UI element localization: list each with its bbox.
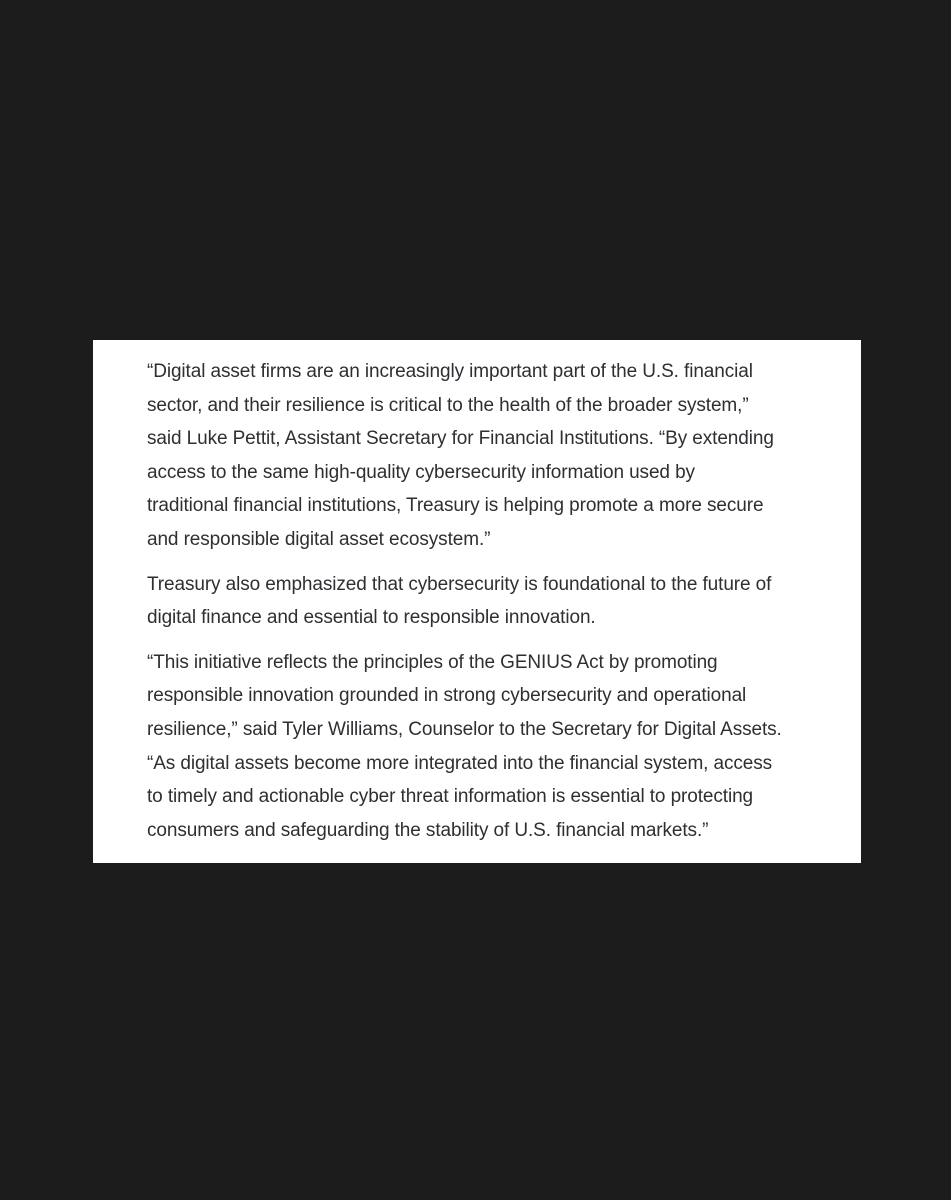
- text-line: sector, and their resilience is critical to the health of the broader system,”: [147, 394, 749, 416]
- paragraph-treasury-emphasis: [147, 568, 811, 635]
- text-line: digital finance and essential to responsible innovation.: [147, 607, 596, 629]
- text-line: said Luke Pettit, Assistant Secretary for Financial Institutions. “By extending: [147, 428, 774, 450]
- text-line: Treasury also emphasized that cybersecurity is foundational to the future of: [147, 573, 772, 595]
- text-line: traditional financial institutions, Treasury is helping promote a more secure: [147, 495, 764, 517]
- paragraph-quote-luke-pettit: [147, 355, 811, 557]
- text-line: to timely and actionable cyber threat information is essential to protecting: [147, 786, 754, 808]
- text-line: resilience,” said Tyler Williams, Counselor to the Secretary for Digital Assets.: [147, 718, 782, 740]
- text-line: and responsible digital asset ecosystem.”: [147, 528, 491, 550]
- text-line: access to the same high-quality cybersecurity information used by: [147, 461, 695, 483]
- text-line: “This initiative reflects the principles of the GENIUS Act by promoting: [147, 651, 718, 673]
- text-line: consumers and safeguarding the stability of U.S. financial markets.”: [147, 819, 709, 841]
- text-line: responsible innovation grounded in strong cybersecurity and operational: [147, 685, 747, 707]
- text-line: “Digital asset firms are an increasingly important part of the U.S. financial: [147, 361, 753, 382]
- text-line: “As digital assets become more integrated into the financial system, access: [147, 752, 773, 774]
- paragraph-quote-tyler-williams: [147, 646, 811, 848]
- article-excerpt-card: [93, 340, 861, 863]
